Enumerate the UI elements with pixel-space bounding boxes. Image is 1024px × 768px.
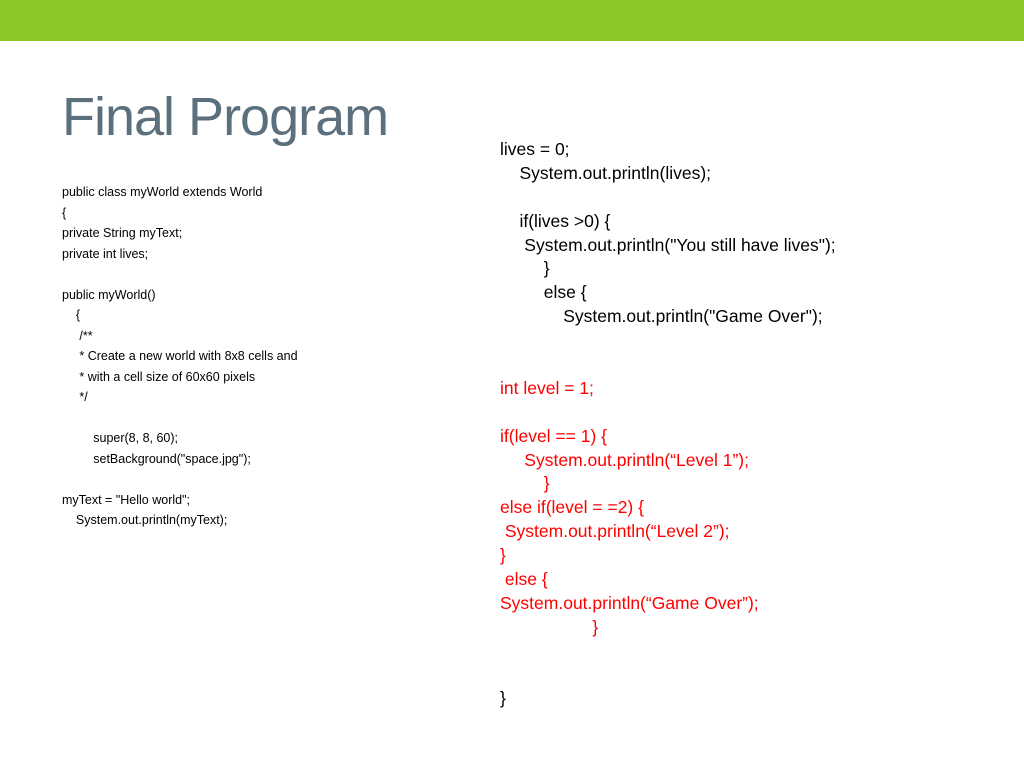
code-line: myText = "Hello world"; [62,492,191,507]
highlighted-code-line: int level = 1; [500,377,594,398]
highlighted-code-line: } [500,616,599,637]
code-line [62,264,298,285]
code-line: */ [62,390,88,404]
code-line: System.out.println(myText); [62,513,228,527]
code-line: } [500,688,506,709]
slide-title: Final Program [62,87,389,147]
left-code-block [62,182,298,531]
code-line: private int lives; [62,246,149,261]
highlighted-code-line: System.out.println(“Level 2”); [500,521,730,542]
highlighted-code-line: System.out.println(“Level 1”); [500,449,749,470]
highlighted-code-line: } [500,473,550,494]
code-line: public class myWorld extends World [62,185,263,199]
code-line: { [62,308,81,322]
code-line [500,353,836,377]
code-line: private String myText; [62,226,183,240]
code-line [500,401,836,425]
code-line [500,640,836,664]
code-line: setBackground("space.jpg"); [62,451,251,466]
code-line: super(8, 8, 60); [62,431,179,445]
code-line: lives = 0; [500,139,570,159]
code-line: System.out.println("You still have lives"); [500,234,836,255]
code-line: } [500,258,550,279]
code-line: * Create a new world with 8x8 cells and [62,349,298,363]
code-line [500,664,836,688]
highlighted-code-line: System.out.println(“Game Over”); [500,592,759,613]
code-line: public myWorld() [62,287,156,302]
code-line [62,408,298,429]
code-line [62,469,298,490]
highlighted-code-line: else if(level = =2) { [500,497,644,518]
code-line: { [62,205,67,220]
code-line [500,186,836,210]
accent-bar [0,0,1024,41]
code-line: if(lives >0) { [500,210,611,231]
right-code-block [500,138,836,711]
highlighted-code-line: if(level == 1) { [500,425,607,446]
highlighted-code-line: } [500,545,506,566]
code-line: /** [62,328,93,343]
code-line: else { [500,282,587,303]
code-line [500,329,836,353]
highlighted-code-line: else { [500,569,548,590]
code-line: System.out.println("Game Over"); [500,306,823,327]
code-line: System.out.println(lives); [500,162,712,183]
code-line: * with a cell size of 60x60 pixels [62,369,256,384]
